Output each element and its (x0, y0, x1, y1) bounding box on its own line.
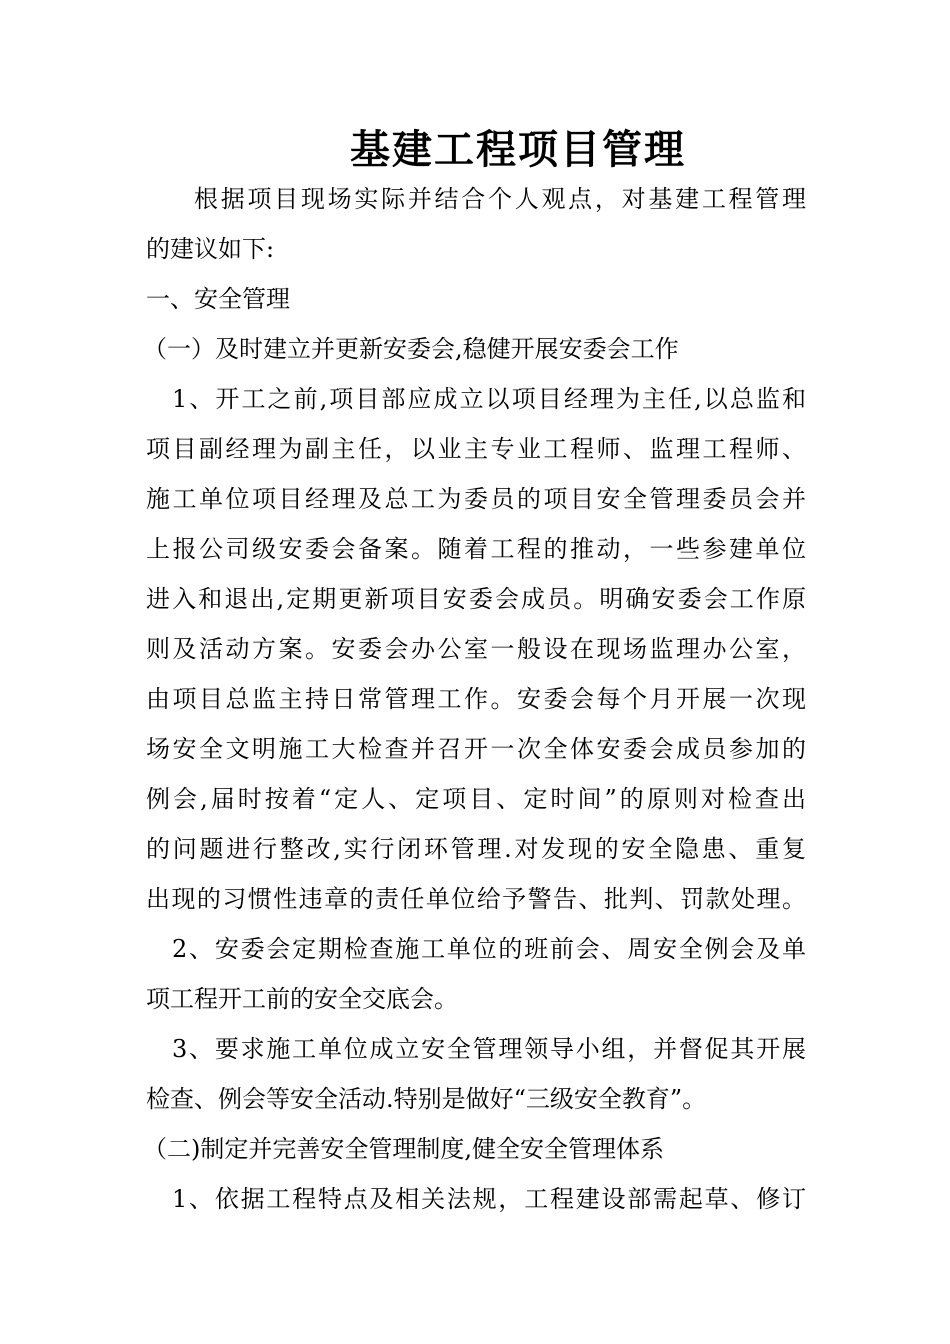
text-line: 出现的习惯性违章的责任单位给予警告、批判、罚款处理。 (146, 885, 806, 913)
text-line: 施工单位项目经理及总工为委员的项目安全管理委员会并 (146, 485, 806, 513)
text-line: 的问题进行整改,实行闭环管理.对发现的安全隐患、重复 (146, 835, 806, 863)
text-line: 例会,届时按着“定人、定项目、定时间”的原则对检查出 (146, 785, 806, 813)
text-line: 进入和退出,定期更新项目安委会成员。明确安委会工作原 (146, 585, 806, 613)
text-line: 1、依据工程特点及相关法规，工程建设部需起草、修订 (172, 1185, 806, 1213)
section-heading: 一、安全管理 (146, 285, 290, 313)
text-line: 由项目总监主持日常管理工作。安委会每个月开展一次现 (146, 685, 806, 713)
text-line: 则及活动方案。安委会办公室一般设在现场监理办公室， (146, 635, 806, 663)
text-line: 上报公司级安委会备案。随着工程的推动，一些参建单位 (146, 535, 806, 563)
text-line: 1、开工之前,项目部应成立以项目经理为主任,以总监和 (172, 385, 806, 413)
page-title: 基建工程项目管理 (350, 126, 686, 173)
text-line: 根据项目现场实际并结合个人观点，对基建工程管理 (194, 185, 806, 213)
text-line: 的建议如下: (146, 235, 275, 263)
text-line: 项目副经理为副主任，以业主专业工程师、监理工程师、 (146, 435, 806, 463)
text-line: 项工程开工前的安全交底会。 (146, 985, 458, 1013)
text-line: 2、安委会定期检查施工单位的班前会、周安全例会及单 (172, 935, 806, 963)
text-line: 检查、例会等安全活动.特别是做好“三级安全教育”。 (146, 1085, 707, 1113)
subsection-heading: （一）及时建立并更新安委会,稳健开展安委会工作 (143, 335, 679, 363)
text-line: 3、要求施工单位成立安全管理领导小组，并督促其开展 (172, 1035, 806, 1063)
text-line: 场安全文明施工大检查并召开一次全体安委会成员参加的 (146, 735, 806, 763)
subsection-heading: （二)制定并完善安全管理制度,健全安全管理体系 (143, 1135, 664, 1163)
